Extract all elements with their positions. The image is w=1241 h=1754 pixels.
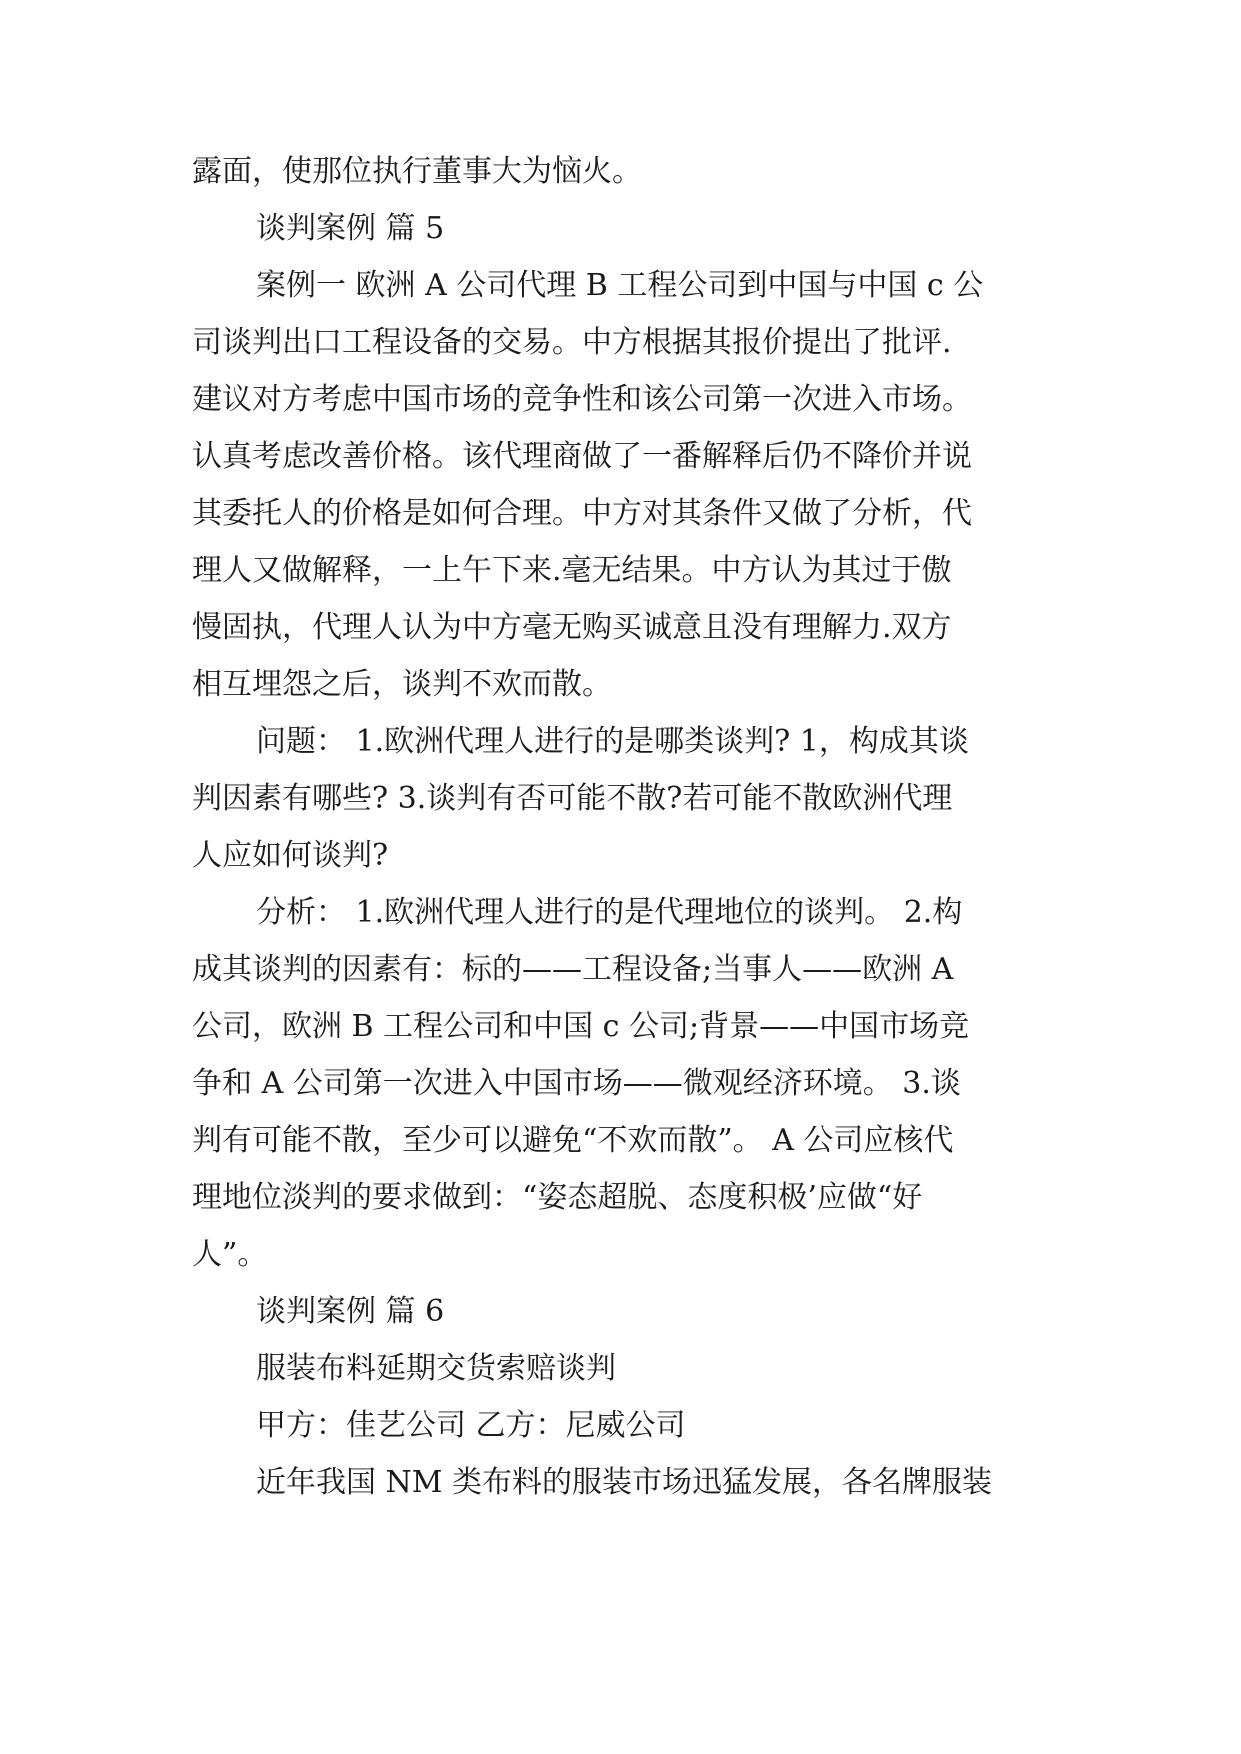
section-heading: 谈判案例 篇 6 [256,1294,445,1329]
text-line: 人应如何谈判? [192,838,389,873]
text-line: 司谈判出口工程设备的交易。中方根据其报价提出了批评. [192,325,952,360]
text-line: 甲方：佳艺公司 乙方：尼威公司 [256,1408,686,1443]
text-line: 建议对方考虑中国市场的竞争性和该公司第一次进入市场。 [192,382,972,417]
text-line: 判有可能不散，至少可以避免“不欢而散”。 A 公司应核代 [192,1123,954,1158]
text-line: 认真考虑改善价格。该代理商做了一番解释后仍不降价并说 [192,439,972,474]
text-line: 露面，使那位执行董事大为恼火。 [192,154,642,189]
text-line: 其委托人的价格是如何合理。中方对其条件又做了分析，代 [192,496,972,531]
text-line: 理人又做解释，一上午下来.毫无结果。中方认为其过于傲 [192,553,952,588]
text-line: 近年我国 NM 类布料的服装市场迅猛发展，各名牌服装 [256,1465,993,1500]
text-line: 判因素有哪些? 3.谈判有否可能不散?若可能不散欧洲代理 [192,781,953,816]
section-heading: 谈判案例 篇 5 [256,211,445,246]
text-line: 人”。 [192,1237,268,1272]
text-line: 慢固执，代理人认为中方毫无购买诚意且没有理解力.双方 [192,610,952,645]
text-line: 争和 A 公司第一次进入中国市场——微观经济环境。 3.谈 [192,1066,961,1101]
text-line: 成其谈判的因素有：标的——工程设备;当事人——欧洲 A [192,952,954,987]
text-line: 问题： 1.欧洲代理人进行的是哪类谈判? 1，构成其谈 [256,724,969,759]
text-line: 公司，欧洲 B 工程公司和中国 c 公司;背景——中国市场竞 [192,1009,970,1044]
text-line: 案例一 欧洲 A 公司代理 B 工程公司到中国与中国 c 公 [256,268,984,303]
text-line: 分析： 1.欧洲代理人进行的是代理地位的谈判。 2.构 [256,895,963,930]
text-line: 理地位淡判的要求做到：“姿态超脱、态度积极’应做“好 [192,1180,923,1215]
text-line: 相互埋怨之后，谈判不欢而散。 [192,667,612,702]
text-line: 服装布料延期交货索赔谈判 [256,1351,616,1386]
